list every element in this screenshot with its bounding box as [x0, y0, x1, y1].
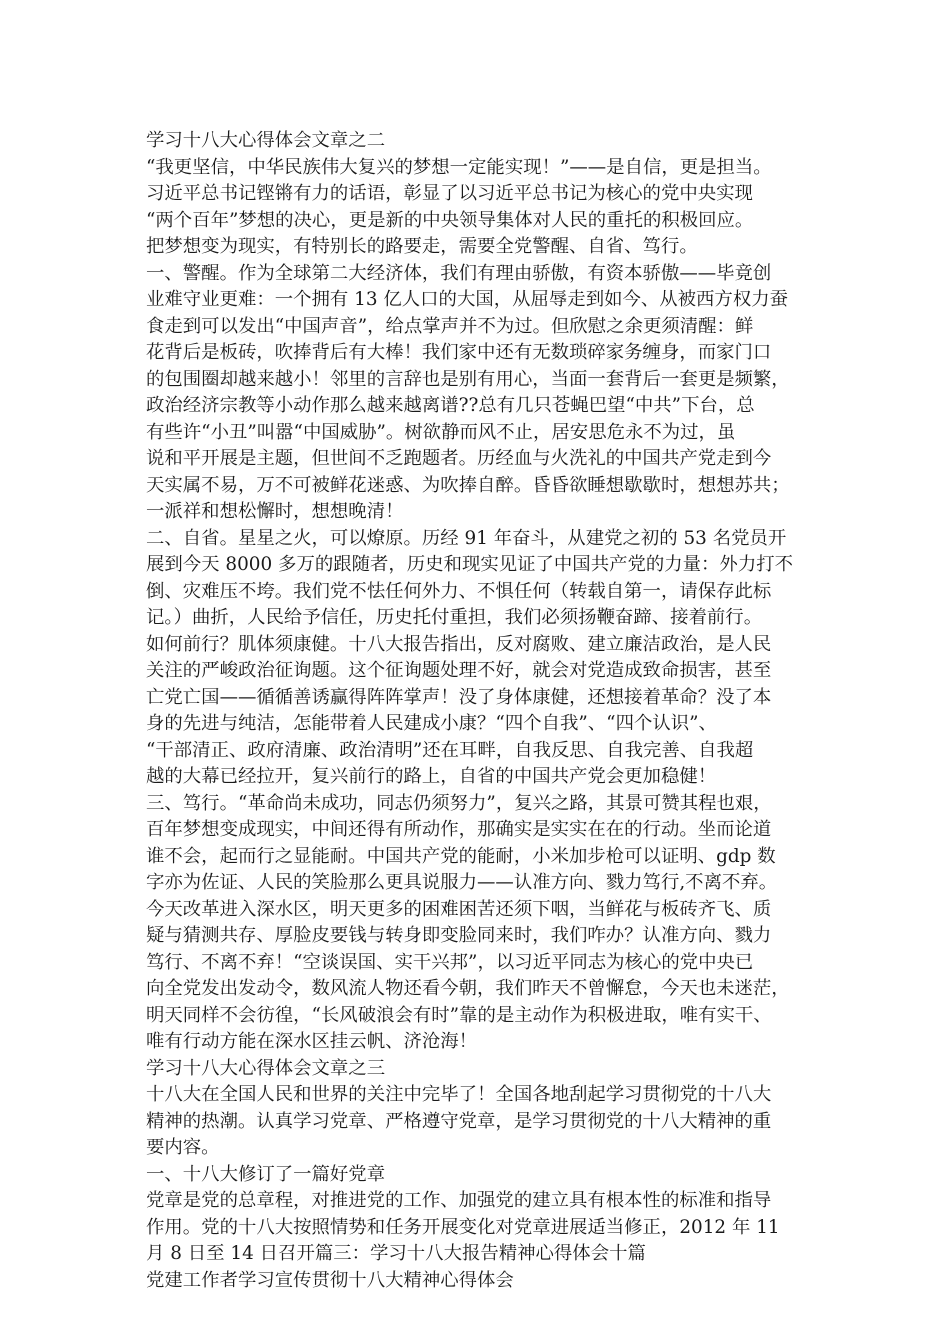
paragraph-line: 一、警醒。作为全球第二大经济体，我们有理由骄傲，有资本骄傲——毕竟创 — [146, 262, 772, 284]
paragraph-line: 有些许“小丑”叫嚣“中国威胁”。树欲静而风不止，居安思危永不为过，虽 — [146, 421, 736, 443]
paragraph-line: 的包围圈却越来越小！邻里的言辞也是别有用心，当面一套背后一套更是频繁， — [146, 368, 790, 390]
paragraph-line: 业难守业更难：一个拥有 13 亿人口的大国，从屈辱走到如今、从被西方权力蚕 — [146, 289, 788, 310]
paragraph-line: 笃行、不离不弃！“空谈误国、实干兴邦”，以习近平同志为核心的党中央已 — [146, 951, 754, 973]
paragraph-line: 要内容。 — [146, 1137, 220, 1158]
paragraph-line: “两个百年”梦想的决心，更是新的中央领导集体对人民的重托的积极回应。 — [146, 209, 754, 231]
paragraph-line: “干部清正、政府清廉、政治清明”还在耳畔，自我反思、自我完善、自我超 — [146, 739, 754, 761]
paragraph-line: 谁不会，起而行之显能耐。中国共产党的能耐，小米加步枪可以证明、gdp 数 — [146, 845, 776, 867]
paragraph-line: 倒、灾难压不垮。我们党不怯任何外力、不惧任何（转载自第一，请保存此标 — [146, 580, 772, 602]
paragraph-line: 关注的严峻政治征询题。这个征询题处理不好，就会对党造成致命损害，甚至 — [146, 660, 772, 681]
section-heading: 一、十八大修订了一篇好党章 — [146, 1163, 386, 1185]
paragraph-line: 精神的热潮。认真学习党章、严格遵守党章，是学习贯彻党的十八大精神的重 — [146, 1110, 772, 1132]
article-heading: 学习十八大心得体会文章之二 — [146, 130, 386, 151]
paragraph-line: 习近平总书记铿锵有力的话语，彰显了以习近平总书记为核心的党中央实现 — [146, 183, 753, 204]
paragraph-line: 党建工作者学习宣传贯彻十八大精神心得体会 — [146, 1269, 514, 1291]
paragraph-line: 如何前行？肌体须康健。十八大报告指出，反对腐败、建立廉洁政治，是人民 — [146, 633, 772, 655]
paragraph-line: 花背后是板砖，吹捧背后有大棒！我们家中还有无数琐碎家务缠身，而家门口 — [146, 342, 772, 363]
paragraph-line: 一派祥和想松懈时，想想晚清！ — [146, 501, 404, 522]
paragraph-line: 记。）曲折，人民给予信任，历史托付重担，我们必须扬鞭奋蹄、接着前行。 — [146, 607, 763, 628]
paragraph-line: 三、笃行。“革命尚未成功，同志仍须努力”，复兴之路，其景可赞其程也艰， — [146, 792, 772, 814]
paragraph-line: 亡党亡国——循循善诱赢得阵阵掌声！没了身体康健，还想接着革命？没了本 — [146, 686, 772, 708]
paragraph-line: 字亦为佐证、人民的笑脸那么更具说服力——认准方向、戮力笃行,不离不弃。 — [146, 872, 778, 893]
paragraph-line: 疑与猜测共存、厚脸皮要钱与转身即变脸同来时，我们咋办？认准方向、戮力 — [146, 925, 772, 946]
paragraph-line: 十八大在全国人民和世界的关注中完毕了！全国各地刮起学习贯彻党的十八大 — [146, 1084, 772, 1105]
paragraph-line: 月 8 日至 14 日召开篇三：学习十八大报告精神心得体会十篇 — [146, 1243, 646, 1264]
paragraph-line: 百年梦想变成现实，中间还得有所动作，那确实是实实在在的行动。坐而论道 — [146, 819, 772, 840]
paragraph-line: 身的先进与纯洁，怎能带着人民建成小康？“四个自我”、“四个认识”、 — [146, 713, 717, 734]
paragraph-line: 明天同样不会彷徨，“长风破浪会有时”靠的是主动作为积极进取，唯有实干、 — [146, 1004, 772, 1026]
paragraph-line: 作用。党的十八大按照情势和任务开展变化对党章进展适当修正，2012 年 11 — [146, 1216, 780, 1238]
paragraph-line: 食走到可以发出“中国声音”，给点掌声并不为过。但欣慰之余更须清醒：鲜 — [146, 315, 754, 337]
paragraph-line: 越的大幕已经拉开，复兴前行的路上，自省的中国共产党会更加稳健！ — [146, 766, 717, 787]
paragraph-line: 今天改革进入深水区，明天更多的困难困苦还须下咽，当鲜花与板砖齐飞、质 — [146, 898, 772, 920]
paragraph-line: 说和平开展是主题，但世间不乏跑题者。历经血与火洗礼的中国共产党走到今 — [146, 448, 772, 469]
paragraph-line: 展到今天 8000 多万的跟随者，历史和现实见证了中国共产党的力量：外力打不 — [146, 554, 793, 575]
article-heading: 学习十八大心得体会文章之三 — [146, 1057, 386, 1079]
paragraph-line: 向全党发出发动令，数风流人物还看今朝，我们昨天不曾懈怠，今天也未迷茫， — [146, 978, 790, 999]
paragraph-line: 政治经济宗教等小动作那么越来越离谱??总有几只苍蝇巴望“中共”下台，总 — [146, 395, 755, 416]
paragraph-line: 党章是党的总章程，对推进党的工作、加强党的建立具有根本性的标准和指导 — [146, 1190, 772, 1211]
paragraph-line: 把梦想变为现实，有特别长的路要走，需要全党警醒、自省、笃行。 — [146, 236, 698, 257]
paragraph-line: 二、自省。星星之火，可以燎原。历经 91 年奋斗，从建党之初的 53 名党员开 — [146, 527, 787, 549]
paragraph-line: 唯有行动方能在深水区挂云帆、济沧海！ — [146, 1031, 478, 1052]
document-body — [146, 128, 816, 1294]
paragraph-line: 天实属不易，万不可被鲜花迷惑、为吹捧自醉。昏昏欲睡想歇歇时，想想苏共； — [146, 474, 790, 496]
paragraph-line: “我更坚信，中华民族伟大复兴的梦想一定能实现！”——是自信，更是担当。 — [146, 156, 772, 178]
